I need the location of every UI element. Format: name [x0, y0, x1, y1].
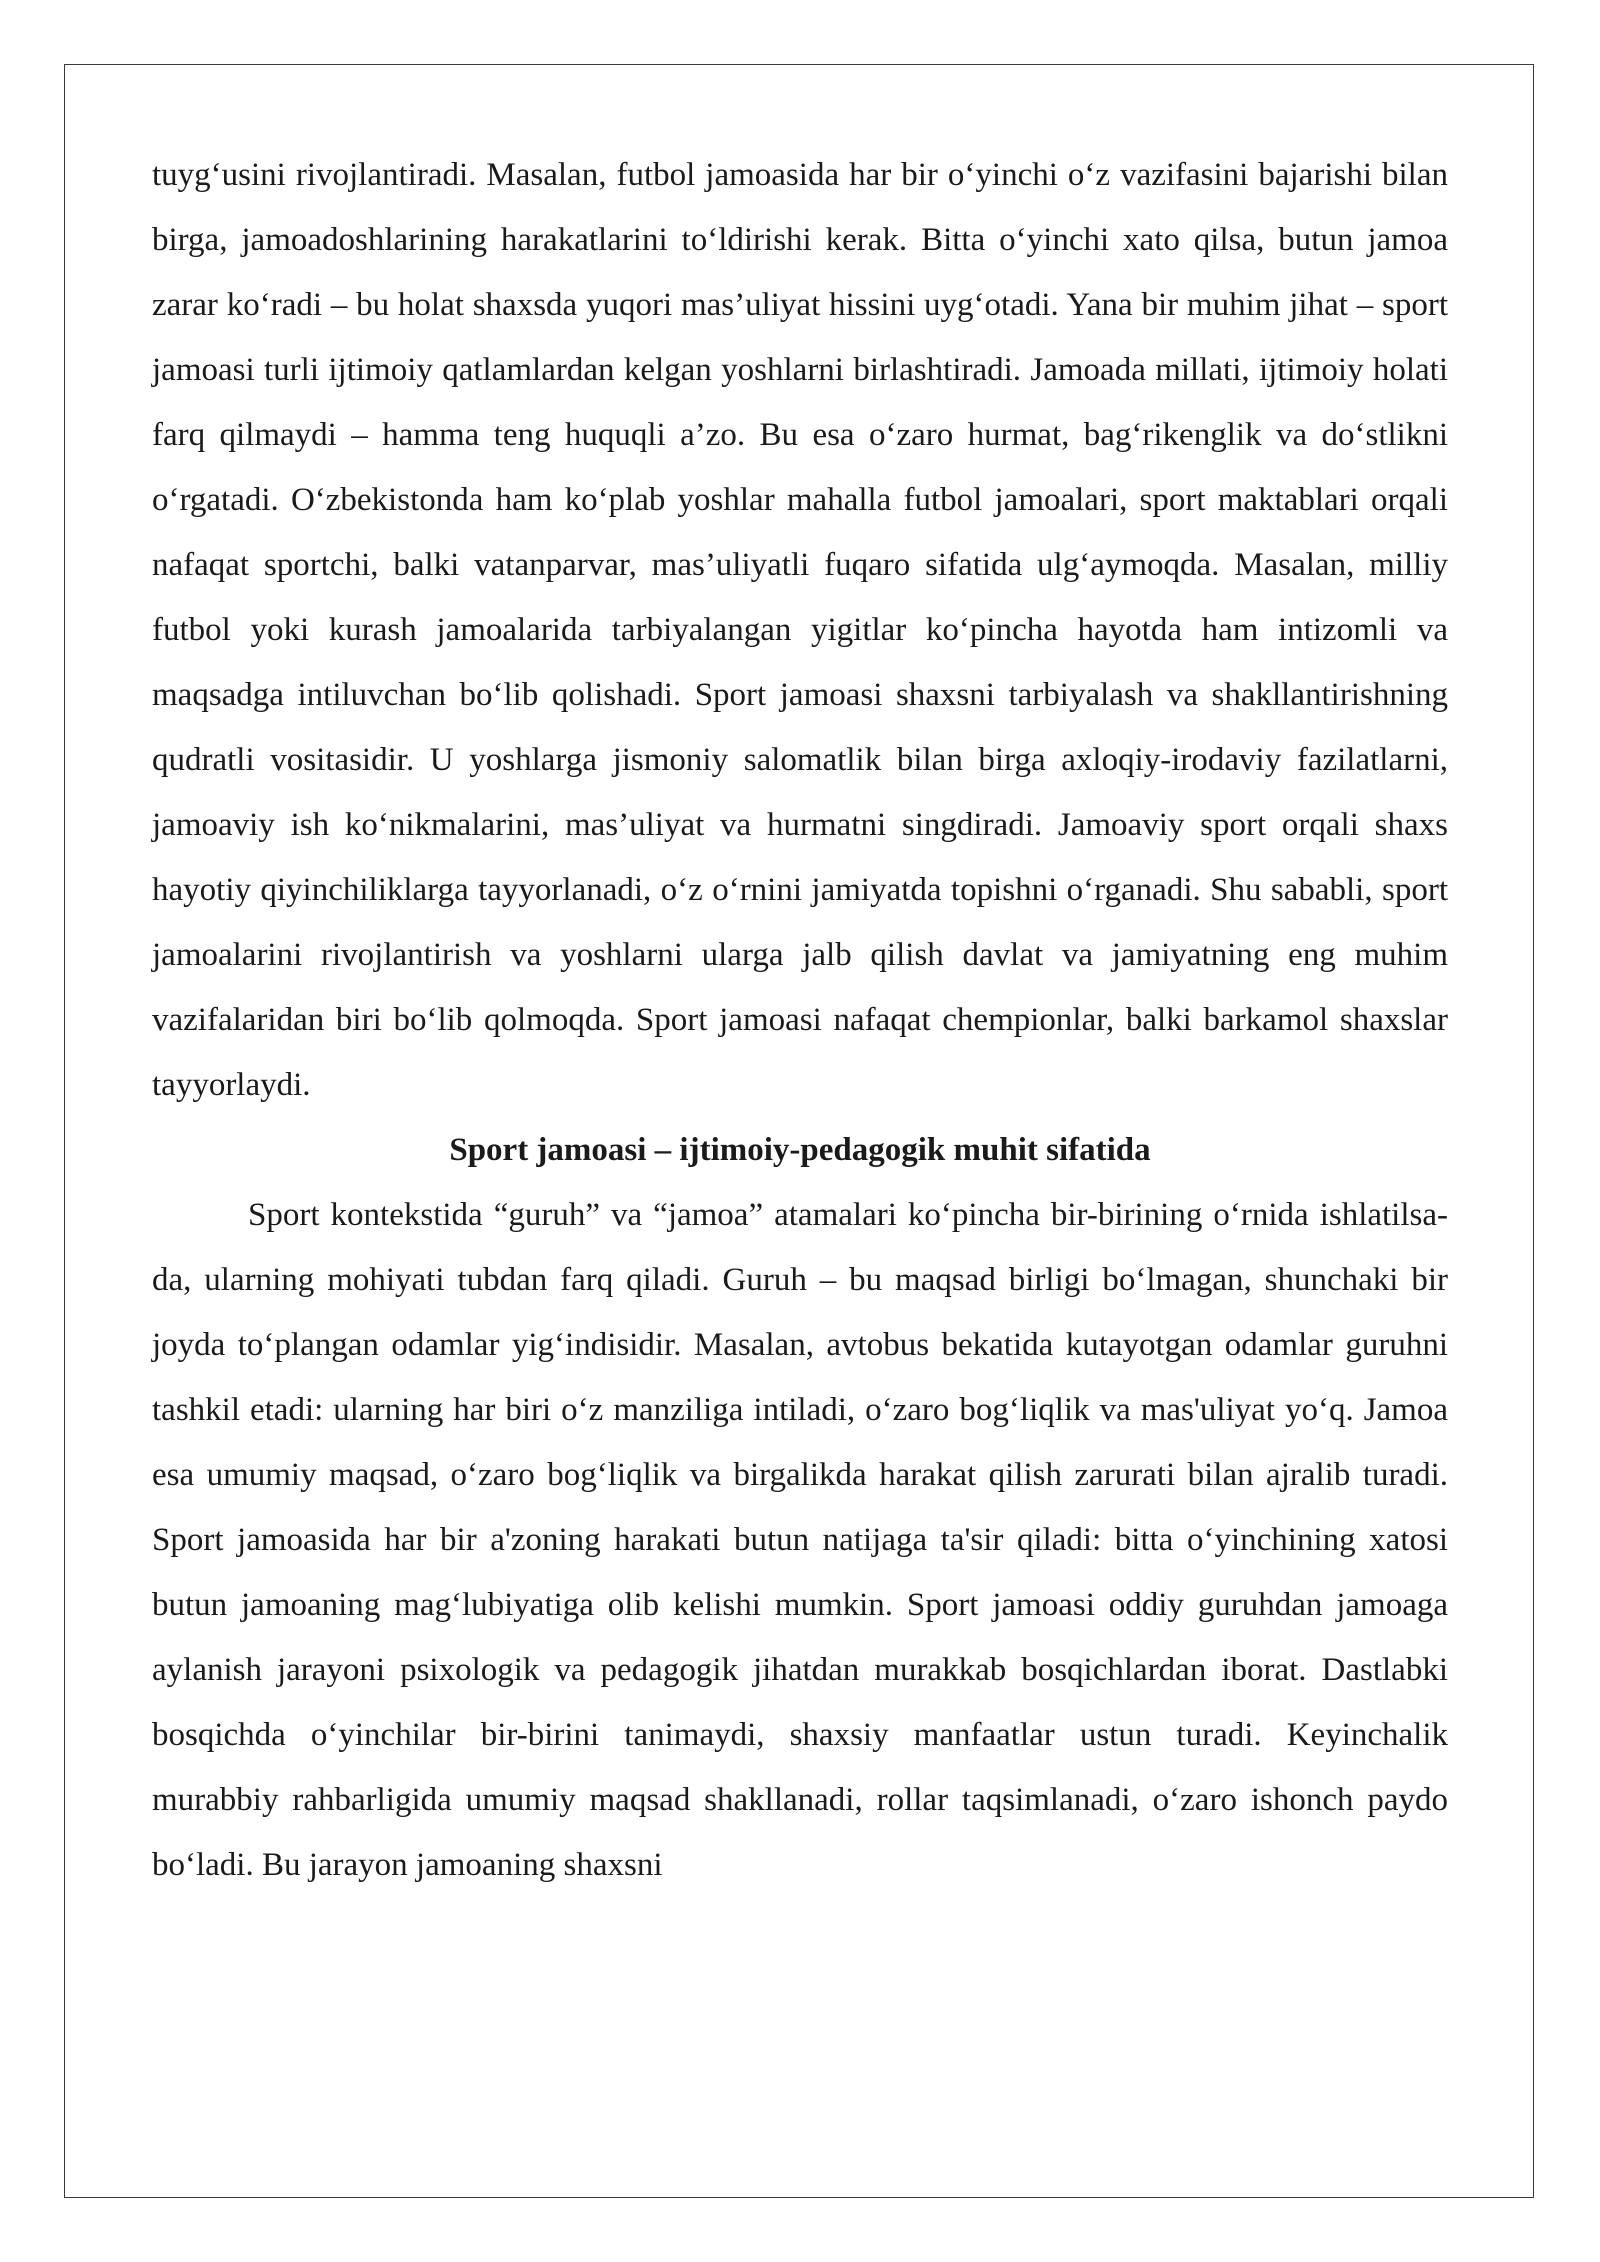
section-heading: Sport jamoasi – ijtimoiy-pedagogik muhit sifatida	[449, 1132, 1151, 1168]
body-paragraph: tuyg‘usini rivojlantiradi. Masalan, futbol jamoasida har bir o‘yinchi o‘z vazifasini bajarishi bilan birga, jamoadoshlarining harakatlarini to‘ldirishi kerak. Bitta o‘yinchi xato qilsa, butun jamoa zarar ko‘radi – bu holat shaxsda yuqori mas’uliyat hissini uyg‘otadi. Yana bir muhim jihat – sport jamoasi turli ijtimoiy qatlamlardan kelgan yoshlarni birlashtiradi. Jamoada millati, ijtimoiy holati farq qilmaydi – hamma teng huquqli a’zo. Bu esa o‘zaro hurmat, bag‘rikenglik va do‘stlikni o‘rgatadi. O‘zbekistonda ham ko‘plab yoshlar mahalla futbol jamoalari, sport maktablari orqali nafaqat sportchi, balki vatanparvar, mas’uliyatli fuqaro sifatida ulg‘aymoqda. Masalan, milliy futbol yoki kurash jamoalarida tarbiyalangan yigitlar ko‘pincha hayotda ham intizomli va maqsadga intiluvchan bo‘lib qolishadi. Sport jamoasi shaxsni tarbiyalash va shakllantirishning qudratli vositasidir. U yoshlarga jismoniy salomatlik bilan birga axloqiy-irodaviy fazilatlarni, jamoaviy ish ko‘nikmalarini, mas’uliyat va hurmatni singdiradi. Jamoaviy sport orqali shaxs hayotiy qiyinchiliklarga tayyorlanadi, o‘z o‘rnini jamiyatda topishni o‘rganadi. Shu sababli, sport jamoalarini rivojlantirish va yoshlarni ularga jalb qilish davlat va jamiyatning eng muhim vazifalaridan biri bo‘lib qolmoqda. Sport jamoasi nafaqat chempionlar, balki barkamol shaxslar tayyorlaydi.	[152, 157, 1448, 1103]
body-paragraph: Sport kontekstida “guruh” va “jamoa” atamalari ko‘pincha bir-birining o‘rnida ishlatilsa-da, ularning mohiyati tubdan farq qiladi. Guruh – bu maqsad birligi bo‘lmagan, shunchaki bir joyda to‘plangan odamlar yig‘indisidir. Masalan, avtobus bekatida kutayotgan odamlar guruhni tashkil etadi: ularning har biri o‘z manziliga intiladi, o‘zaro bog‘liqlik va mas'uliyat yo‘q. Jamoa esa umumiy maqsad, o‘zaro bog‘liqlik va birgalikda harakat qilish zarurati bilan ajralib turadi. Sport jamoasida har bir a'zoning harakati butun natijaga ta'sir qiladi: bitta o‘yinchining xatosi butun jamoaning mag‘lubiyatiga olib kelishi mumkin. Sport jamoasi oddiy guruhdan jamoaga aylanish jarayoni psixologik va pedagogik jihatdan murakkab bosqichlardan iborat. Dastlabki bosqichda o‘yinchilar bir-birini tanimaydi, shaxsiy manfaatlar ustun turadi. Keyinchalik murabbiy rahbarligida umumiy maqsad shakllanadi, rollar taqsimlanadi, o‘zaro ishonch paydo bo‘ladi. Bu jarayon jamoaning shaxsni	[152, 1197, 1448, 1883]
document-body	[152, 143, 1448, 1898]
